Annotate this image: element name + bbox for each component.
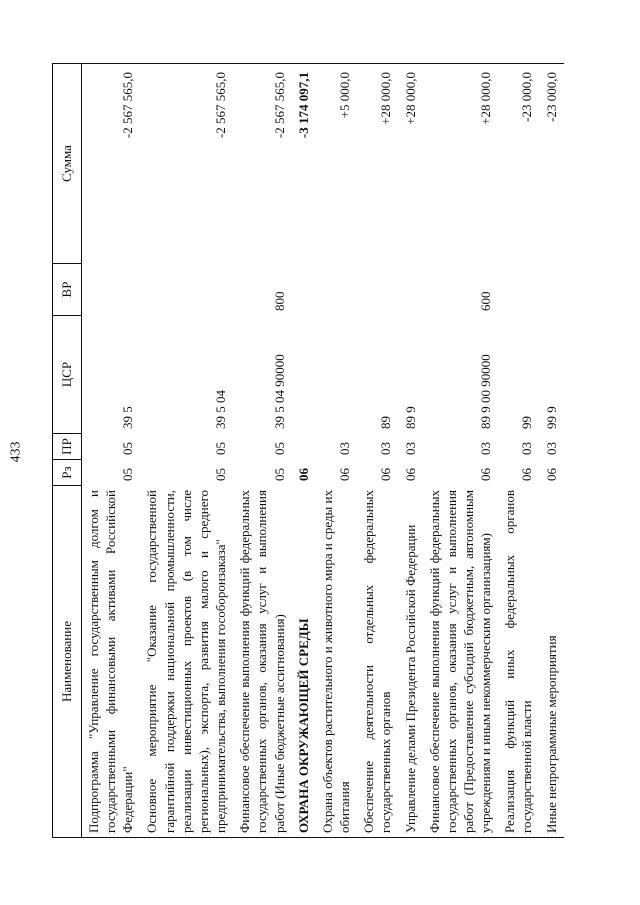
cell-csr: 89 bbox=[378, 416, 394, 429]
cell-pr: 03 bbox=[478, 442, 494, 455]
cell-pr: 03 bbox=[378, 442, 394, 455]
cell-vr bbox=[82, 264, 141, 316]
cell-name: Финансовое обеспечение выполнения функций федеральных государственных органов, оказания услуг и выполнения работ (Предоставление субсидий бюджетным, автономным учреждениям и иным некоммерческим организациям) bbox=[426, 490, 494, 833]
cell-csr bbox=[292, 316, 316, 434]
table-header bbox=[53, 64, 82, 838]
cell-rz: 06 bbox=[478, 468, 494, 481]
table-row bbox=[316, 64, 357, 838]
cell-name: Финансовое обеспечение выполнения функций федеральных государственных органов, оказания услуг и выполнения работ (Иные бюджетные ассигнования) bbox=[237, 490, 287, 833]
table-row bbox=[423, 64, 499, 838]
cell-pr: 03 bbox=[402, 442, 418, 455]
table-row bbox=[399, 64, 423, 838]
page-number-text: 433 bbox=[8, 441, 23, 463]
cell-vr: 800 bbox=[271, 291, 287, 311]
cell-csr: 39 5 bbox=[120, 406, 136, 429]
table-row bbox=[140, 64, 233, 838]
cell-name: Охрана объектов растительного и животного мира и среды их обитания bbox=[319, 490, 353, 833]
cell-sum: +28 000,0 bbox=[478, 72, 494, 125]
cell-csr bbox=[316, 316, 357, 434]
cell-rz: 06 bbox=[337, 468, 353, 481]
table-row bbox=[82, 64, 141, 838]
header-sum: Сумма bbox=[53, 64, 82, 264]
cell-name: Управление делами Президента Российской Федерации bbox=[402, 524, 418, 833]
cell-sum: +5 000,0 bbox=[337, 72, 353, 119]
cell-pr: 05 bbox=[213, 442, 229, 455]
cell-rz: 05 bbox=[271, 468, 287, 481]
rotated-page bbox=[52, 64, 584, 838]
header-vr: ВР bbox=[53, 264, 82, 316]
cell-name: Реализация функций иных федеральных органов государственной власти bbox=[502, 490, 535, 833]
table-row bbox=[357, 64, 398, 838]
cell-name: Подпрограмма "Управление государственным долгом и государственными финансовыми активами Российской Федерации" bbox=[86, 490, 136, 833]
cell-name: Иные непрограммные мероприятия bbox=[543, 635, 559, 833]
cell-csr: 89 9 00 90000 bbox=[478, 354, 494, 429]
cell-rz: 06 bbox=[519, 468, 535, 481]
cell-vr: 600 bbox=[478, 291, 494, 311]
cell-vr bbox=[140, 264, 233, 316]
cell-rz: 05 bbox=[213, 468, 229, 481]
cell-pr: 03 bbox=[519, 442, 535, 455]
table-row bbox=[233, 64, 291, 838]
cell-csr: 39 5 04 90000 bbox=[271, 354, 287, 429]
cell-csr: 99 9 bbox=[543, 406, 559, 429]
cell-csr: 99 bbox=[519, 416, 535, 429]
cell-name: Основное мероприятие "Оказание государственной гарантийной поддержки национальной промышленности, реализации инвестиционных проектов (в том числе региональных), экспорта, развития малого и среднего предпринимательства, выполнения гособоронзаказа" bbox=[144, 490, 229, 833]
cell-vr bbox=[540, 264, 564, 316]
cell-rz: 06 bbox=[543, 468, 559, 481]
table-body bbox=[82, 64, 564, 838]
cell-csr: 89 9 bbox=[402, 406, 418, 429]
header-rz: Рз bbox=[53, 460, 82, 486]
cell-pr: 05 bbox=[120, 442, 136, 455]
header-row bbox=[53, 64, 82, 838]
cell-sum: -2 567 565,0 bbox=[271, 72, 287, 139]
table-row bbox=[498, 64, 539, 838]
cell-vr bbox=[292, 264, 316, 316]
table-row bbox=[540, 64, 564, 838]
cell-sum: -2 567 565,0 bbox=[213, 72, 229, 139]
budget-table bbox=[52, 63, 564, 838]
cell-vr bbox=[316, 264, 357, 316]
cell-rz: 05 bbox=[120, 468, 136, 481]
cell-pr: 03 bbox=[337, 442, 353, 455]
header-csr: ЦСР bbox=[53, 316, 82, 434]
table-row bbox=[292, 64, 316, 838]
cell-sum: -23 000,0 bbox=[543, 72, 559, 122]
cell-pr: 03 bbox=[543, 442, 559, 455]
cell-pr: 05 bbox=[271, 442, 287, 455]
cell-vr bbox=[357, 264, 398, 316]
cell-rz: 06 bbox=[295, 468, 311, 481]
cell-sum: +28 000,0 bbox=[402, 72, 418, 125]
page-number bbox=[0, 432, 32, 472]
cell-sum: -2 567 565,0 bbox=[120, 72, 136, 139]
cell-rz: 06 bbox=[402, 468, 418, 481]
cell-rz: 06 bbox=[378, 468, 394, 481]
cell-vr bbox=[498, 264, 539, 316]
header-pr: ПР bbox=[53, 434, 82, 460]
cell-name: ОХРАНА ОКРУЖАЮЩЕЙ СРЕДЫ bbox=[295, 618, 311, 833]
header-name: Наименование bbox=[53, 486, 82, 838]
cell-name: Обеспечение деятельности отдельных федеральных государственных органов bbox=[361, 490, 394, 833]
cell-sum: -23 000,0 bbox=[519, 72, 535, 122]
cell-sum: +28 000,0 bbox=[378, 72, 394, 125]
cell-pr bbox=[292, 434, 316, 460]
cell-csr: 39 5 04 bbox=[213, 390, 229, 429]
cell-vr bbox=[399, 264, 423, 316]
cell-sum: -3 174 097,1 bbox=[295, 72, 311, 139]
